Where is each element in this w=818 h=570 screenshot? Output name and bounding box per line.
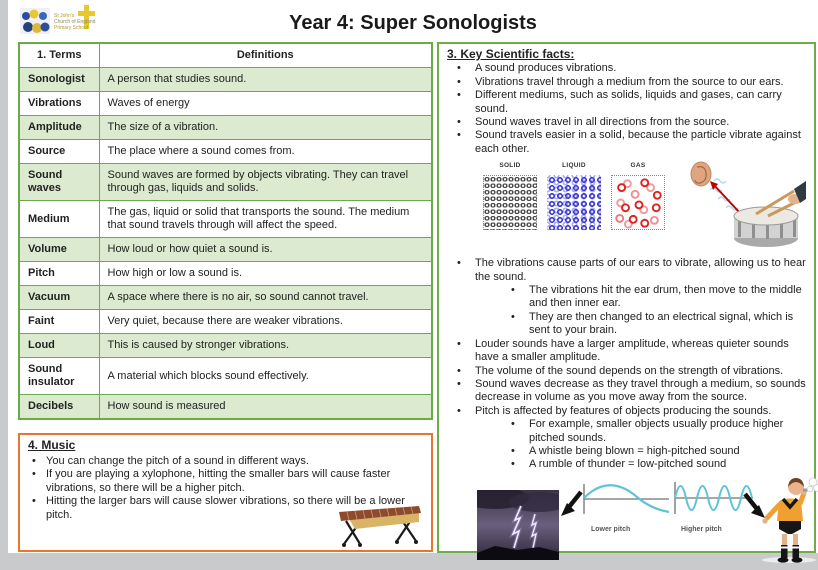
lower-pitch-wave-image xyxy=(579,482,671,518)
table-row xyxy=(19,262,432,286)
worksheet-page xyxy=(8,0,818,553)
fact-sub-bullet: • A rumble of thunder = low-pitched sound xyxy=(503,458,806,471)
fact-text: They are then changed to an electrical signal, which is sent to your brain. xyxy=(529,310,794,337)
definition-cell: How loud or how quiet a sound is. xyxy=(99,238,432,262)
table-row xyxy=(19,164,432,201)
table-row xyxy=(19,116,432,140)
music-bullet-text: If you are playing a xylophone, hitting the smaller bars will cause faster vibrations, so there will be a higher pitch. xyxy=(46,468,391,494)
fact-bullet: • Sound waves decrease as they travel through a medium, so sounds decrease in volume as you move away from the source. xyxy=(457,377,806,404)
terms-definitions-table xyxy=(18,42,433,420)
table-header-row xyxy=(19,43,432,68)
gas-particles-image xyxy=(611,175,665,230)
gas-label: GAS xyxy=(630,162,646,170)
term-cell: Amplitude xyxy=(19,116,99,140)
music-bullet: • You can change the pitch of a sound in different ways. xyxy=(28,455,423,469)
table-row xyxy=(19,286,432,310)
lower-pitch-label: Lower pitch xyxy=(591,526,631,534)
fact-text: Sound waves decrease as they travel through a medium, so sounds decrease in volume as you move away from the source. xyxy=(475,377,806,404)
fact-bullet: • The volume of the sound depends on the strength of vibrations. xyxy=(447,365,806,378)
table-row xyxy=(19,238,432,262)
fact-text: Louder sounds have a larger amplitude, whereas quieter sounds have a smaller amplitude. xyxy=(475,337,789,364)
definition-cell: A space where there is no air, so sound cannot travel. xyxy=(99,286,432,310)
term-cell: Sound waves xyxy=(19,164,99,201)
table-row xyxy=(19,334,432,358)
fact-text: Different mediums, such as solids, liquids and gases, can carry sound. xyxy=(475,89,782,115)
liquid-particle-diagram xyxy=(547,159,601,229)
definition-cell: Waves of energy xyxy=(99,92,432,116)
table-row xyxy=(19,201,432,238)
school-name-line2: Church of England xyxy=(54,19,96,25)
page-title: Year 4: Super Sonologists xyxy=(289,12,537,34)
pitch-illustrations xyxy=(447,474,806,570)
definition-cell: The size of a vibration. xyxy=(99,116,432,140)
music-section-title: 4. Music xyxy=(28,438,76,452)
fact-text: A whistle being blown = high-pitched sound xyxy=(529,444,740,457)
fact-bullet: • A sound produces vibrations. xyxy=(447,62,806,75)
definition-cell: The place where a sound comes from. xyxy=(99,140,432,164)
fact-bullet: • Vibrations travel through a medium from the source to our ears. xyxy=(447,76,806,89)
definition-cell: How sound is measured xyxy=(99,395,432,420)
liquid-label: LIQUID xyxy=(562,162,586,170)
fact-text: Sound waves travel in all directions from the source. xyxy=(475,116,730,129)
drum-and-ear-image xyxy=(680,159,806,253)
term-cell: Medium xyxy=(19,201,99,238)
table-row xyxy=(19,68,432,92)
table-row xyxy=(19,358,432,395)
solid-particle-diagram xyxy=(483,159,537,229)
definition-cell: How high or low a sound is. xyxy=(99,262,432,286)
fact-text: The vibrations hit the ear drum, then move to the middle and then inner ear. xyxy=(529,284,802,310)
fact-text: The vibrations cause parts of our ears to vibrate, allowing us to hear the sound. xyxy=(475,257,806,283)
fact-text: Pitch is affected by features of objects producing the sounds. xyxy=(475,404,772,417)
music-bullet: • Hitting the larger bars will cause slower vibrations, so there will be a lower pitch. xyxy=(28,495,423,522)
term-cell: Source xyxy=(19,140,99,164)
definition-cell: This is caused by stronger vibrations. xyxy=(99,334,432,358)
term-cell: Vacuum xyxy=(19,286,99,310)
term-cell: Vibrations xyxy=(19,92,99,116)
definition-cell: Very quiet, because there are weaker vibrations. xyxy=(99,310,432,334)
fact-text: Sound travels easier in a solid, because the particle vibrate against each other. xyxy=(475,129,801,155)
music-bullet: • If you are playing a xylophone, hitting the smaller bars will cause faster vibrations, so there will be a higher pitch. xyxy=(28,468,423,495)
term-cell: Volume xyxy=(19,238,99,262)
terms-column-header: 1. Terms xyxy=(19,43,99,68)
fact-bullet: • Pitch is affected by features of objects producing the sounds. xyxy=(447,405,806,418)
term-cell: Pitch xyxy=(19,262,99,286)
table-row xyxy=(19,395,432,420)
table-row xyxy=(19,140,432,164)
fact-sub-bullet: • For example, smaller objects usually produce higher pitched sounds. xyxy=(503,418,806,445)
facts-section-title: 3. Key Scientific facts: xyxy=(447,47,575,61)
fact-text: A sound produces vibrations. xyxy=(475,62,617,75)
fact-sub-bullet: • A whistle being blown = high-pitched sound xyxy=(503,445,806,458)
solid-label: SOLID xyxy=(499,162,521,170)
liquid-particles-image xyxy=(547,175,601,230)
music-bullet-text: You can change the pitch of a sound in different ways. xyxy=(46,454,309,467)
thunder-lightning-photo xyxy=(477,490,559,560)
solid-particles-image xyxy=(483,175,537,230)
term-cell: Decibels xyxy=(19,395,99,420)
referee-whistle-image xyxy=(759,476,818,564)
school-name-line1: St John's xyxy=(54,13,75,19)
fact-bullet: • Louder sounds have a larger amplitude, whereas quieter sounds have a smaller amplitude. xyxy=(447,338,806,365)
xylophone-image xyxy=(335,499,423,547)
higher-pitch-label: Higher pitch xyxy=(681,526,722,534)
fact-text: The volume of the sound depends on the strength of vibrations. xyxy=(475,364,784,377)
music-bullet-text: Hitting the larger bars will cause slower vibrations, so there will be a lower pitch. xyxy=(46,495,405,521)
fact-text: Vibrations travel through a medium from the source to our ears. xyxy=(475,75,784,88)
lower-pitch-wave-figure xyxy=(579,482,671,537)
term-cell: Sonologist xyxy=(19,68,99,92)
definition-cell: A material which blocks sound effectively. xyxy=(99,358,432,395)
definition-cell: Sound waves are formed by objects vibrating. They can travel through gas, liquids and solids. xyxy=(99,164,432,201)
definition-cell: A person that studies sound. xyxy=(99,68,432,92)
fact-text: A rumble of thunder = low-pitched sound xyxy=(529,458,727,471)
term-cell: Loud xyxy=(19,334,99,358)
term-cell: Sound insulator xyxy=(19,358,99,395)
fact-bullet: • The vibrations cause parts of our ears to vibrate, allowing us to hear the sound. xyxy=(457,257,806,283)
school-name-line3: Primary School xyxy=(54,25,88,31)
fact-bullet: • Different mediums, such as solids, liquids and gases, can carry sound. xyxy=(447,89,806,116)
key-facts-section xyxy=(437,42,816,553)
fact-sub-bullet: • The vibrations hit the ear drum, then move to the middle and then inner ear. xyxy=(503,284,806,311)
table-row xyxy=(19,92,432,116)
definitions-column-header: Definitions xyxy=(99,43,432,68)
fact-bullet: • Sound travels easier in a solid, because the particle vibrate against each other. xyxy=(447,129,806,156)
fact-bullet: • Sound waves travel in all directions from the source. xyxy=(447,116,806,129)
fact-sub-bullet: • They are then changed to an electrical signal, which is sent to your brain. xyxy=(503,311,806,338)
definition-cell: The gas, liquid or solid that transports the sound. The medium that sound travels through will affect the speed. xyxy=(99,201,432,238)
fact-text: For example, smaller objects usually produce higher pitched sounds. xyxy=(529,418,784,444)
table-row xyxy=(19,310,432,334)
gas-particle-diagram xyxy=(611,159,665,234)
states-of-matter-figures xyxy=(483,159,806,254)
term-cell: Faint xyxy=(19,310,99,334)
music-section xyxy=(18,433,433,552)
